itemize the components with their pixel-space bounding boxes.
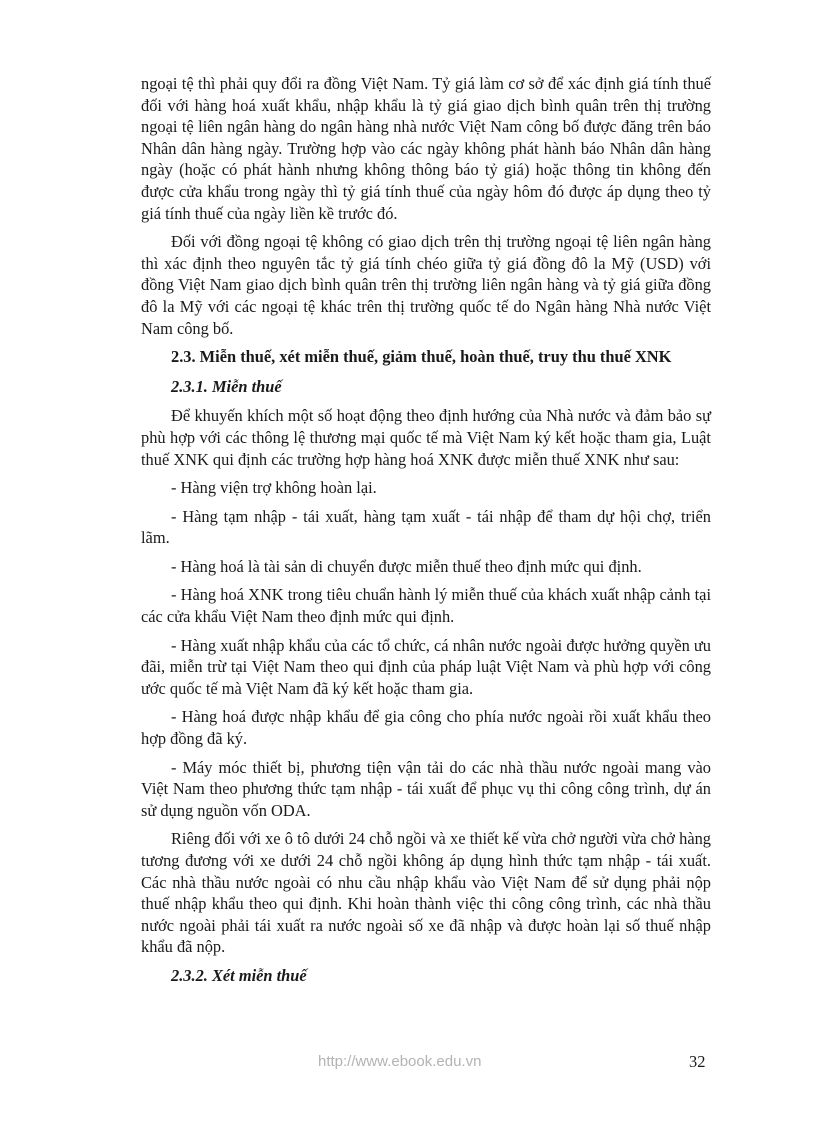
subsection-heading-2-3-2: 2.3.2. Xét miễn thuế [171, 965, 307, 985]
section-heading-2-3: 2.3. Miễn thuế, xét miễn thuế, giảm thuế, hoàn thuế, truy thu thuế XNK [171, 347, 672, 367]
list-item: - Hàng viện trợ không hoàn lại. [171, 478, 377, 498]
list-item: - Hàng tạm nhập - tái xuất, hàng tạm xuất - tái nhập để tham dự hội chợ, triển lãm. [141, 506, 711, 548]
paragraph-exchange-rate: ngoại tệ thì phải quy đổi ra đồng Việt Nam. Tỷ giá làm cơ sở để xác định giá tính thuế đối với hàng hoá xuất khẩu, nhập khẩu là tỷ giá giao dịch bình quân trên thị trường ngoại tệ liên ngân hàng do ngân hàng nhà nước Việt Nam công bố được đăng trên báo Nhân dân hàng ngày. Trường hợp vào các ngày không phát hành báo Nhân dân hàng ngày (hoặc có phát hành nhưng không thông báo tỷ giá) hoặc thông tin không đến được cửa khẩu trong ngày thì tỷ giá tính thuế của ngày hôm đó được áp dụng theo tỷ giá tính thuế của ngày liền kề trước đó. [141, 74, 711, 223]
list-item: - Hàng hoá là tài sản di chuyển được miễn thuế theo định mức qui định. [171, 556, 642, 576]
page-number: 32 [689, 1052, 706, 1071]
list-item: - Hàng xuất nhập khẩu của các tổ chức, cá nhân nước ngoài được hưởng quyền ưu đãi, miễn trừ tại Việt Nam theo qui định của pháp luật Việt Nam và phù hợp với công ước quốc tế mà Việt Nam đã ký kết hoặc tham gia. [141, 635, 711, 698]
list-item: - Máy móc thiết bị, phương tiện vận tải do các nhà thầu nước ngoài mang vào Việt Nam theo phương thức tạm nhập - tái xuất để phục vụ thi công công trình, dự án sử dụng nguồn vốn ODA. [141, 757, 711, 820]
subsection-heading-2-3-1: 2.3.1. Miễn thuế [171, 376, 282, 396]
document-body [141, 73, 711, 995]
footer-url: http://www.ebook.edu.vn [318, 1053, 482, 1070]
paragraph-vehicles: Riêng đối với xe ô tô dưới 24 chỗ ngồi và xe thiết kế vừa chở người vừa chở hàng tương đương với xe dưới 24 chỗ ngồi không áp dụng hình thức tạm nhập - tái xuất. Các nhà thầu nước ngoài có nhu cầu nhập khẩu vào Việt Nam để sử dụng phải nộp thuế nhập khẩu theo qui định. Khi hoàn thành việc thi công công trình, các nhà thầu nước ngoài phải tái xuất ra nước ngoài số xe đã nhập và được hoàn lại số thuế nhập khẩu đã nộp. [141, 829, 711, 957]
list-item: - Hàng hoá XNK trong tiêu chuẩn hành lý miễn thuế của khách xuất nhập cảnh tại các cửa khẩu Việt Nam theo định mức qui định. [141, 585, 711, 627]
paragraph-exemption-intro: Để khuyến khích một số hoạt động theo định hướng của Nhà nước và đảm bảo sự phù hợp với các thông lệ thương mại quốc tế mà Việt Nam ký kết hoặc tham gia, Luật thuế XNK qui định các trường hợp hàng hoá XNK được miễn thuế XNK như sau: [141, 406, 711, 469]
list-item: - Hàng hoá được nhập khẩu để gia công cho phía nước ngoài rồi xuất khẩu theo hợp đồng đã ký. [141, 707, 711, 749]
paragraph-cross-rate: Đối với đồng ngoại tệ không có giao dịch trên thị trường ngoại tệ liên ngân hàng thì xác định theo nguyên tắc tỷ giá tính chéo giữa tỷ giá đồng đô la Mỹ (USD) với đồng Việt Nam giao dịch bình quân trên thị trường liên ngân hàng và tỷ giá giữa đồng đô la Mỹ với các ngoại tệ khác trên thị trường quốc tế do Ngân hàng Nhà nước Việt Nam công bố. [141, 232, 711, 338]
